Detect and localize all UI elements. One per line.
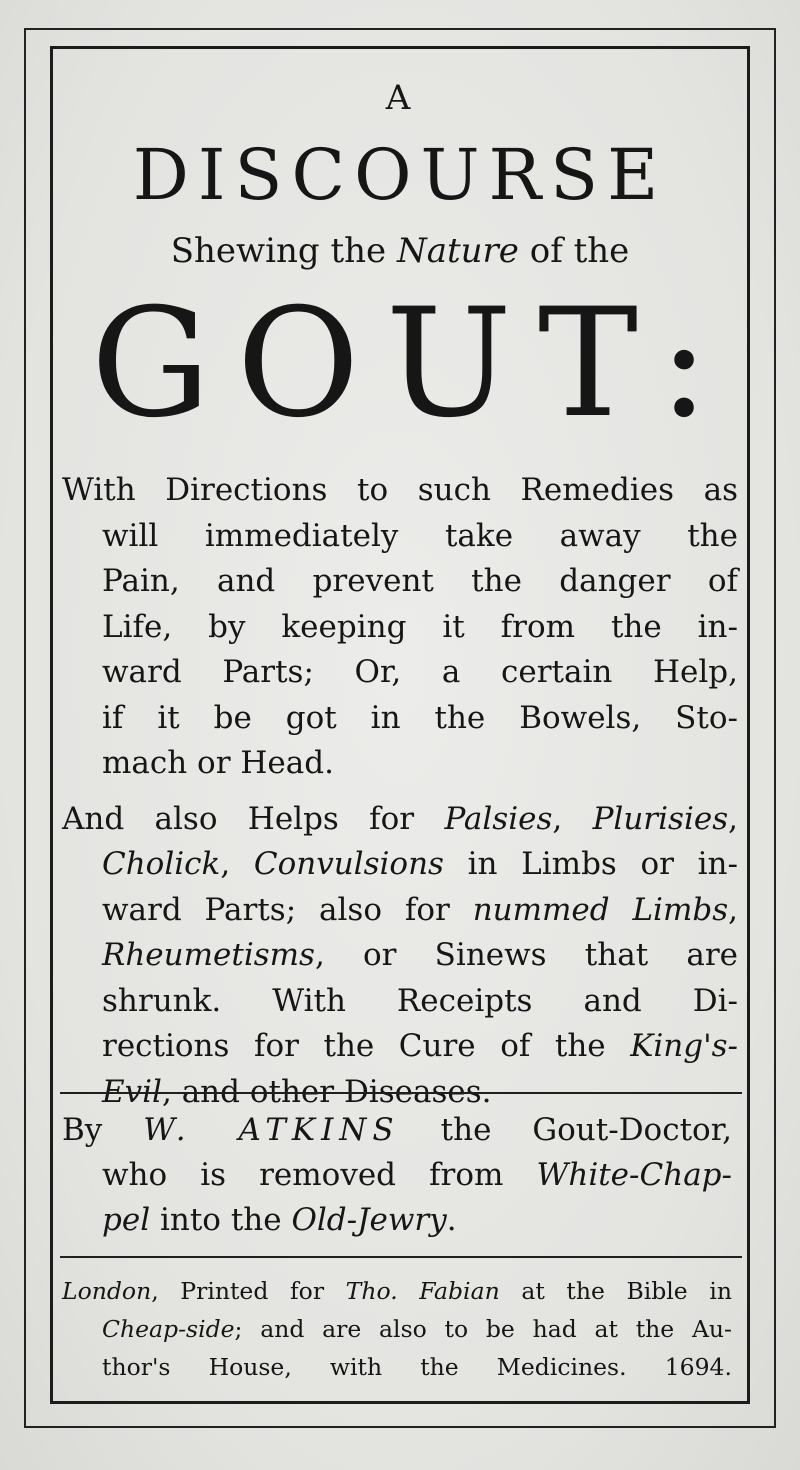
text-run: the Gout-Doctor, (399, 1112, 732, 1148)
subtitle-part-end: of the (518, 231, 630, 271)
subtitle-part: Shewing the (170, 231, 397, 271)
text-run: And also Helps for (62, 800, 445, 837)
author-byline (62, 1108, 732, 1243)
paragraph-line: Life, by keeping it from the in- (102, 608, 738, 645)
text-run: ward Parts; also for (102, 891, 473, 928)
italic-run: Plurisies (592, 800, 729, 837)
divider-rule (60, 1256, 742, 1258)
byline-line (62, 1108, 732, 1153)
imprint-line (62, 1310, 732, 1348)
italic-run: King's- (630, 1028, 738, 1064)
byline-line (62, 1198, 732, 1243)
text-run: , (728, 800, 738, 837)
italic-run: nummed Limbs (472, 891, 729, 928)
imprint-line (62, 1272, 732, 1310)
paragraph-line (62, 1024, 738, 1070)
imprint-line (62, 1348, 732, 1386)
text-run: into the (150, 1202, 292, 1238)
italic-run: Tho. Fabian (345, 1277, 500, 1305)
italic-run: Old-Jewry (291, 1202, 447, 1238)
paragraph-line: ward Parts; Or, a certain Help, (102, 654, 738, 690)
paragraph-line: mach or Head. (102, 745, 334, 781)
paragraph-line (62, 933, 738, 979)
text-run: , (220, 846, 254, 882)
paragraph-helps (62, 797, 738, 1116)
italic-run: Palsies (444, 800, 553, 837)
text-run: , (728, 891, 738, 928)
text-run: ; and are also to be had at the Au- (234, 1315, 732, 1343)
paragraph-line: shrunk. With Receipts and Di- (102, 982, 738, 1019)
imprint (62, 1272, 732, 1386)
italic-run: London (62, 1277, 152, 1305)
italic-run: Cheap-side (102, 1315, 235, 1343)
paragraph-line: will immediately take away the (102, 517, 738, 554)
paragraph-line (62, 888, 738, 934)
byline-line (62, 1153, 732, 1198)
title-article: A (385, 78, 415, 118)
text-run: in Limbs or in- (443, 846, 738, 882)
title-gout: GOUT: (90, 277, 736, 451)
paragraph-line: if it be got in the Bowels, Sto- (102, 699, 738, 736)
imprint-year: 1694. (664, 1353, 732, 1381)
text-run: who is removed from (102, 1157, 537, 1193)
text-run: , or Sinews that are (314, 937, 738, 973)
italic-run: Evil (102, 1073, 162, 1110)
italic-run: Rheumetisms (102, 937, 315, 973)
paragraph-directions (62, 468, 738, 787)
italic-run: Cholick (102, 846, 221, 882)
divider-rule (60, 1092, 742, 1094)
text-run: . (446, 1202, 457, 1238)
subtitle-italic: Nature (396, 231, 519, 271)
paragraph-line: With Directions to such Remedies as (62, 472, 738, 508)
text-run: at the Bible in (499, 1277, 732, 1305)
text-run: , (552, 800, 593, 837)
paragraph-line: Pain, and prevent the danger of (102, 563, 738, 599)
title-discourse: DISCOURSE (132, 134, 668, 216)
title-subtitle (62, 224, 738, 278)
paragraph-line (62, 842, 738, 888)
text-run: By (62, 1112, 144, 1148)
text-run: rections for the Cure of the (102, 1028, 631, 1064)
text-run: , Printed for (151, 1277, 346, 1305)
paragraph-line (62, 797, 738, 843)
italic-run: pel (102, 1202, 151, 1238)
author-name: W. ATKINS (143, 1112, 400, 1148)
text-run: , and other Diseases. (161, 1073, 492, 1110)
title-block (62, 76, 738, 1115)
italic-run: White-Chap- (536, 1157, 732, 1193)
italic-run: Convulsions (253, 846, 444, 882)
text-run: thor's House, with the Medicines. (102, 1353, 627, 1381)
